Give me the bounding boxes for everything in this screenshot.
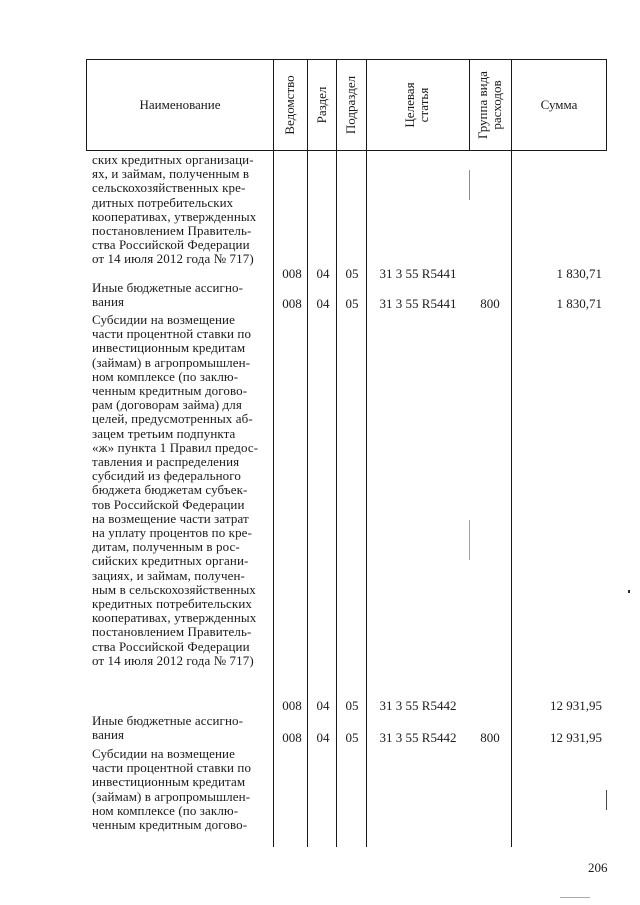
header-name: Наименование bbox=[139, 97, 221, 112]
row-4-subsection: 05 bbox=[345, 730, 359, 745]
header-article-line2: статья bbox=[416, 87, 431, 123]
row-2-section: 04 bbox=[316, 296, 330, 311]
col-divider-section bbox=[307, 59, 308, 847]
header-group-line2: расходов bbox=[489, 80, 504, 130]
header-group bbox=[476, 60, 504, 150]
header-subsection: Подраздел bbox=[343, 75, 358, 135]
row-1-section: 04 bbox=[316, 266, 330, 281]
row-3-dept: 008 bbox=[282, 698, 302, 713]
row-4-sum: 12 931,95 bbox=[550, 730, 602, 745]
col-divider-group-lower bbox=[469, 170, 470, 200]
row-3-article: 31 3 55 R5442 bbox=[379, 698, 457, 713]
col-divider-article bbox=[366, 59, 367, 847]
row-3-subsection: 05 bbox=[345, 698, 359, 713]
header-group-line1: Группа вида bbox=[475, 71, 490, 139]
row-1-subsection: 05 bbox=[345, 266, 359, 281]
col-divider-group bbox=[469, 59, 470, 151]
col-divider-subsection bbox=[336, 59, 337, 847]
row-4-article: 31 3 55 R5442 bbox=[379, 730, 457, 745]
row-2-group: 800 bbox=[480, 296, 500, 311]
header-bottom-border bbox=[86, 150, 607, 151]
row-2-description: Иные бюджетные ассигно- вания bbox=[92, 280, 244, 310]
scan-artifact bbox=[628, 590, 630, 593]
row-1-sum: 1 830,71 bbox=[556, 266, 602, 281]
page-number: 206 bbox=[588, 860, 608, 875]
scan-artifact bbox=[560, 897, 590, 898]
header-sum: Сумма bbox=[540, 97, 578, 112]
col-divider-dept bbox=[273, 59, 274, 847]
row-5-description: Субсидии на возмещение части процентной ставки по инвестиционным кредитам (займам) в агропромышлен- ном комплексе (по заклю- ченным кредитным догово- bbox=[92, 746, 252, 833]
row-3-description: Субсидии на возмещение части процентной ставки по инвестиционным кредитам (займам) в агропромышлен- ном комплексе (по заклю- ченным кредитным догово- рам (договорам займа) для целей, предусмотренных аб- зацем третьим подпункта «ж» пункта 1 Правил предос- тавления и распределения субсидий из федерального бюджета бюджетам субъек- тов Российской Федерации на возмещение части затрат на уплату процентов по кре- дитам, полученным в рос- сийских кредитных органи- зациях, и займам, получен- ным в сельскохозяйственных кредитных потребительских кооперативах, утвержденных постановлением Правитель- ства Российской Федерации от 14 июля 2012 года № 717) bbox=[92, 312, 259, 668]
table-right-border-lower bbox=[606, 790, 607, 810]
header-section: Раздел bbox=[314, 86, 329, 124]
row-4-description: Иные бюджетные ассигно- вания bbox=[92, 713, 244, 743]
header-dept: Ведомство bbox=[282, 75, 297, 135]
header-article-line1: Целевая bbox=[402, 82, 417, 128]
row-4-dept: 008 bbox=[282, 730, 302, 745]
row-3-section: 04 bbox=[316, 698, 330, 713]
row-4-section: 04 bbox=[316, 730, 330, 745]
row-2-dept: 008 bbox=[282, 296, 302, 311]
row-1-article: 31 3 55 R5441 bbox=[379, 266, 457, 281]
row-1-description: ских кредитных организаци- ях, и займам, полученным в сельскохозяйственных кре- дитных потребительских кооперативах, утвержденных постановлением Правитель- ства Российской Федерации от 14 июля 2012 года № 717) bbox=[92, 152, 257, 267]
row-4-group: 800 bbox=[480, 730, 500, 745]
col-divider-sum bbox=[511, 59, 512, 847]
row-2-sum: 1 830,71 bbox=[556, 296, 602, 311]
row-1-dept: 008 bbox=[282, 266, 302, 281]
col-divider-group-lower-2 bbox=[469, 520, 470, 560]
header-article bbox=[403, 60, 431, 150]
row-2-subsection: 05 bbox=[345, 296, 359, 311]
row-3-sum: 12 931,95 bbox=[550, 698, 602, 713]
row-2-article: 31 3 55 R5441 bbox=[379, 296, 457, 311]
